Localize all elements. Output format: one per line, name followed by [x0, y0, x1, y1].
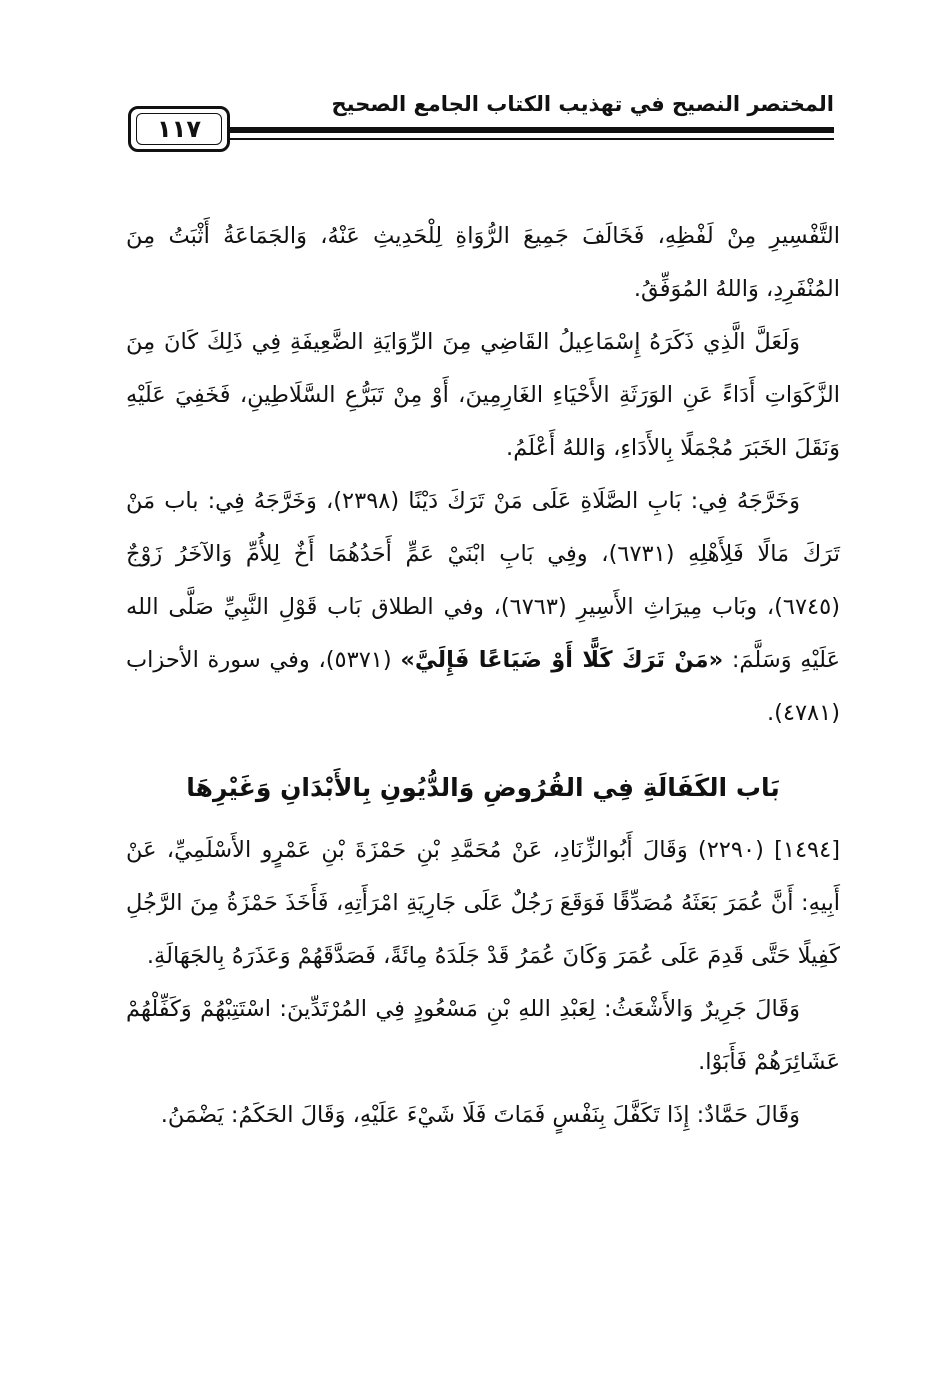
paragraph-3-start: وَخَرَّجَهُ فِي: بَابِ الصَّلَاةِ عَلَى مَنْ تَرَكَ دَيْنًا (٢٣٩٨)، وَخَرَّجَهُ فِي: باب مَنْ تَرَكَ مَالًا فَلِأَهْلِهِ (٦٧٣١)، وفِي بَابِ ابْنَيْ عَمٍّ أَحَدُهُمَا أَخٌ لِلأُمِّ وَالآخَرُ زَوْجٌ (٦٧٤٥)، وبَاب مِيرَاثِ الأَسِيرِ (٦٧٦٣)، وفي الطلاق بَاب قَوْلِ النَّبِيِّ صَلَّى الله عَلَيْهِ وَسَلَّمَ: [126, 488, 841, 673]
page-number: ١١٧ [157, 115, 201, 143]
page-body [126, 210, 840, 1142]
book-title: المختصر النصيح في تهذيب الكتاب الجامع الصحيح [331, 92, 834, 116]
paragraph-1: التَّفْسِيرِ مِنْ لَفْظِهِ، فَخَالَفَ جَمِيعَ الرُّوَاةِ لِلْحَدِيثِ عَنْهُ، وَالجَمَاعَةُ أَثْبَتُ مِنَ المُنْفَرِدِ، وَاللهُ المُوَفِّقُ. [126, 223, 840, 302]
paragraph-3-end: (٥٣٧١)، وفي سورة الأحزاب (٤٧٨١). [126, 647, 840, 726]
paragraph-5: وَقَالَ جَرِيرٌ وَالأَشْعَثُ: لِعَبْدِ اللهِ بْنِ مَسْعُودٍ فِي المُرْتَدِّينَ: اسْتَتِبْهُمْ وَكَفِّلْهُمْ عَشَائِرَهُمْ فَأَبَوْا. [126, 996, 840, 1075]
paragraph-2: وَلَعَلَّ الَّذِي ذَكَرَهُ إِسْمَاعِيلُ القَاضِي مِنَ الرِّوَايَةِ الضَّعِيفَةِ فِي ذَلِكَ كَانَ مِنَ الزَّكَوَاتِ أَدَاءً عَنِ الوَرَثَةِ الأَحْيَاءِ الغَارِمِينَ، أَوْ مِنْ تَبَرُّعِ السَّلَاطِينِ، فَخَفِيَ عَلَيْهِ وَنَقَلَ الخَبَرَ مُجْمَلًا بِالأَدَاءِ، وَاللهُ أَعْلَمُ. [126, 329, 840, 461]
header-rule-thick [228, 127, 834, 133]
paragraph-6: وَقَالَ حَمَّادٌ: إِذَا تَكَفَّلَ بِنَفْسٍ فَمَاتَ فَلَا شَيْءَ عَلَيْهِ، وَقَالَ الحَكَمُ: يَضْمَنُ. [160, 1102, 800, 1128]
hadith-quote: «مَنْ تَرَكَ كَلًّا أَوْ ضَيَاعًا فَإِلَيَّ» [400, 647, 724, 673]
page-number-box [128, 106, 230, 152]
page-header [128, 84, 834, 164]
paragraph-4: [١٤٩٤] (٢٢٩٠) وَقَالَ أَبُوالزِّنَادِ، عَنْ مُحَمَّدِ بْنِ حَمْزَةَ بْنِ عَمْرٍو الأَسْلَمِيِّ، عَنْ أَبِيهِ: أَنَّ عُمَرَ بَعَثَهُ مُصَدِّقًا فَوَقَعَ رَجُلٌ عَلَى جَارِيَةِ امْرَأَتِهِ، فَأَخَذَ حَمْزَةُ مِنَ الرَّجُلِ كَفِيلًا حَتَّى قَدِمَ عَلَى عُمَرَ وَكَانَ عُمَرُ قَدْ جَلَدَهُ مِائَةً، فَصَدَّقَهُمْ وَعَذَرَهُ بِالجَهَالَةِ. [126, 837, 840, 969]
paragraph-3 [126, 475, 840, 740]
chapter-title: بَاب الكَفَالَةِ فِي القُرُوضِ وَالدُّيُونِ بِالأَبْدَانِ وَغَيْرِهَا [186, 773, 780, 802]
header-rule-thin [228, 138, 834, 140]
